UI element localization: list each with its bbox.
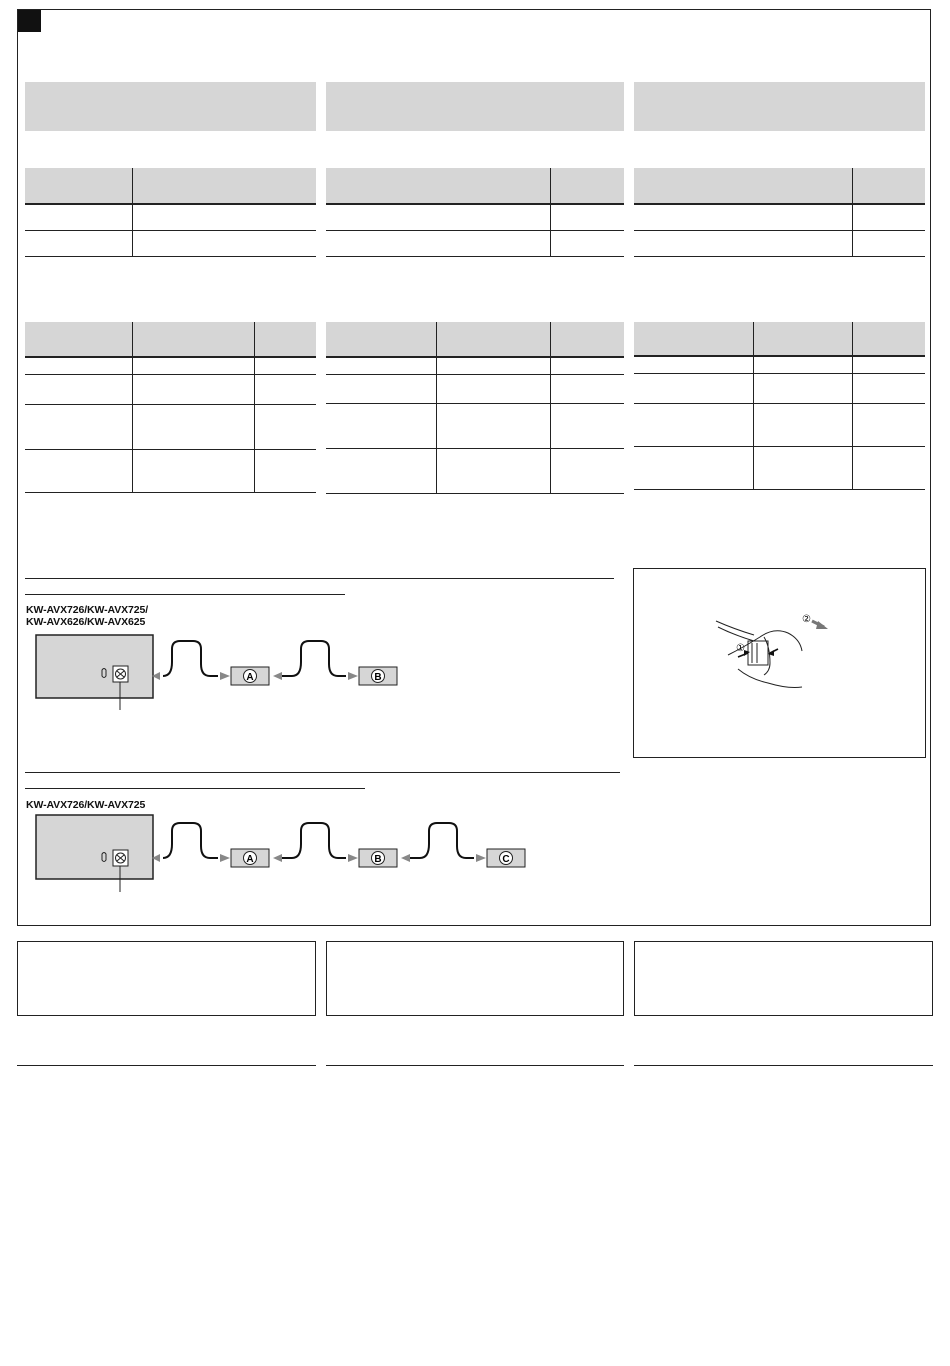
table-cell — [634, 204, 852, 230]
table-cell — [25, 357, 132, 374]
table-cell — [25, 404, 132, 449]
table-cell — [634, 373, 753, 403]
table-cell — [326, 357, 436, 374]
table-cell — [254, 404, 316, 449]
table-cell — [550, 357, 624, 374]
connection-diagram-1 — [30, 632, 410, 712]
table-cell — [25, 230, 132, 256]
table-cell — [753, 446, 852, 489]
table-cell — [254, 357, 316, 374]
table-header-cell — [326, 322, 436, 357]
table-cell — [852, 373, 925, 403]
table-col2-small — [326, 168, 624, 257]
table-header-cell — [550, 168, 624, 204]
table-header-cell — [550, 322, 624, 357]
table-header-cell — [852, 168, 925, 204]
table-cell — [326, 374, 436, 403]
table-cell — [326, 204, 550, 230]
table-col3-small — [634, 168, 925, 257]
table-cell — [25, 449, 132, 492]
table-cell — [132, 357, 254, 374]
table-header-cell — [25, 168, 132, 204]
table-cell — [852, 403, 925, 446]
diagram-1-model-label: KW-AVX726/KW-AVX725/ KW-AVX626/KW-AVX625 — [26, 604, 149, 628]
table-cell — [753, 403, 852, 446]
table-header-cell — [25, 322, 132, 357]
table-header-cell — [634, 168, 852, 204]
section-marker — [18, 10, 41, 32]
table-cell — [436, 403, 550, 448]
table-header-cell — [436, 322, 550, 357]
table-cell — [852, 230, 925, 256]
device-a-label: A — [246, 672, 254, 683]
footer-rule-3 — [634, 1065, 933, 1066]
section-divider — [25, 578, 614, 579]
device-a-label: A — [246, 854, 254, 865]
table-header-cell — [132, 322, 254, 357]
connection-diagram-2 — [30, 812, 540, 894]
section-divider — [25, 772, 620, 773]
table-cell — [550, 374, 624, 403]
table-cell — [25, 374, 132, 404]
footer-box-2 — [326, 941, 624, 1016]
table-cell — [254, 449, 316, 492]
table-cell — [550, 403, 624, 448]
table-cell — [634, 446, 753, 489]
table-cell — [753, 356, 852, 373]
hand-disconnect-illustration — [704, 607, 844, 697]
table-cell — [550, 230, 624, 256]
table-col1-large — [25, 322, 316, 493]
table-cell — [436, 448, 550, 493]
column-1-header-bar — [25, 82, 316, 131]
table-cell — [634, 356, 753, 373]
table-col3-large — [634, 322, 925, 490]
cable — [155, 823, 218, 858]
step-marker-1: ① — [736, 643, 745, 654]
table-cell — [326, 448, 436, 493]
table-cell — [132, 230, 316, 256]
table-cell — [634, 230, 852, 256]
table-cell — [852, 356, 925, 373]
column-2-header-bar — [326, 82, 624, 131]
table-cell — [326, 230, 550, 256]
cable — [282, 641, 346, 676]
table-cell — [436, 374, 550, 403]
table-cell — [132, 204, 316, 230]
head-unit — [36, 635, 153, 698]
table-cell — [436, 357, 550, 374]
table-cell — [326, 403, 436, 448]
table-header-cell — [852, 322, 925, 356]
table-cell — [634, 403, 753, 446]
footer-rule-1 — [17, 1065, 316, 1066]
device-b-label: B — [374, 672, 382, 683]
table-cell — [753, 373, 852, 403]
step-marker-2: ② — [802, 614, 811, 625]
footer-box-1 — [17, 941, 316, 1016]
table-header-cell — [132, 168, 316, 204]
table-cell — [132, 449, 254, 492]
cable — [410, 823, 474, 858]
table-cell — [852, 446, 925, 489]
table-col1-small — [25, 168, 316, 257]
head-unit — [36, 815, 153, 879]
footer-box-3 — [634, 941, 933, 1016]
table-cell — [550, 448, 624, 493]
table-cell — [132, 404, 254, 449]
device-b-label: B — [374, 854, 382, 865]
table-header-cell — [634, 322, 753, 356]
diagram-2-model-label: KW-AVX726/KW-AVX725 — [26, 799, 146, 811]
table-cell — [132, 374, 254, 404]
column-3-header-bar — [634, 82, 925, 131]
table-header-cell — [254, 322, 316, 357]
table-cell — [254, 374, 316, 404]
table-header-cell — [326, 168, 550, 204]
device-c-label: C — [502, 854, 510, 865]
subsection-divider — [25, 594, 345, 595]
illustration-box — [633, 568, 926, 758]
cable — [155, 641, 218, 676]
cable — [282, 823, 346, 858]
subsection-divider — [25, 788, 365, 789]
footer-rule-2 — [326, 1065, 624, 1066]
table-header-cell — [753, 322, 852, 356]
table-cell — [852, 204, 925, 230]
table-cell — [550, 204, 624, 230]
table-col2-large — [326, 322, 624, 494]
table-cell — [25, 204, 132, 230]
